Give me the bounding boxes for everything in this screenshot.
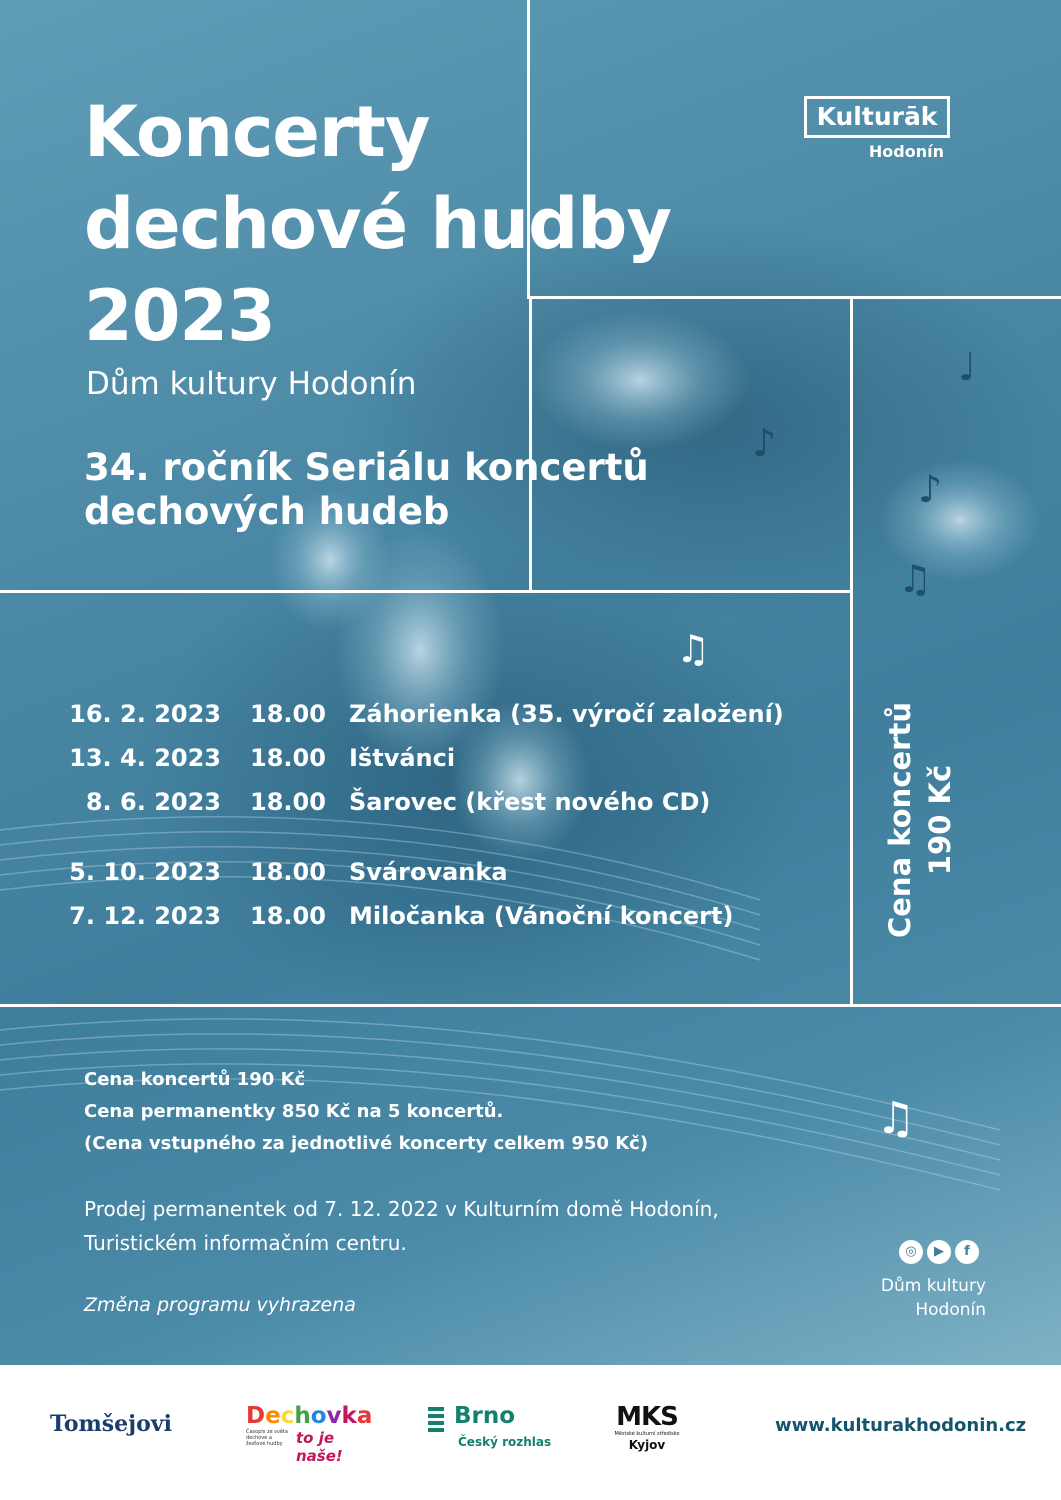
concert-row [0,902,840,942]
sponsor-footer [0,1365,1061,1500]
website-link[interactable]: www.kulturakhodonin.cz [775,1415,1027,1436]
concert-time: 18.00 [250,858,326,886]
facebook-icon[interactable]: f [955,1240,979,1264]
music-note-icon: ♫ [676,627,711,671]
price-line: Cena permanentky 850 Kč na 5 koncertů. [84,1101,504,1122]
instagram-icon[interactable]: ◎ [899,1240,923,1264]
series-subtitle [84,446,649,534]
organizer-line: Hodonín [915,1300,986,1320]
series-line: 34. ročník Seriálu koncertů [84,446,649,489]
divider-line [0,1004,1061,1007]
kulturak-logo [804,96,950,161]
concert-name: Ištvánci [349,744,456,772]
concert-row [0,858,840,898]
concert-time: 18.00 [250,700,326,728]
dechovka-logo [246,1403,376,1465]
dechovka-wordmark: Dechovka [246,1403,373,1429]
divider-line [850,298,853,1006]
concert-date: 7. 12. 2023 [69,902,221,930]
tomsejovi-logo: Tomšejovi [50,1411,172,1437]
concert-date: 5. 10. 2023 [69,858,221,886]
youtube-icon[interactable]: ▶ [927,1240,951,1264]
music-note-icon: ♪ [918,467,943,511]
dechovka-tagline: Časopis ze světa dechové a žesťové hudby [246,1429,288,1447]
rozhlas-bars-icon [428,1407,444,1435]
title-line: Koncerty [84,91,430,173]
rozhlas-label: Český rozhlas [458,1435,552,1449]
concert-name: Záhorienka (35. výročí založení) [349,700,784,728]
concert-row [0,700,840,740]
music-note-icon: ♫ [876,1093,916,1144]
logo-city: Hodonín [868,142,944,161]
sale-line: Turistickém informačním centru. [84,1231,407,1255]
divider-line [0,590,852,593]
organizer-line: Dům kultury [880,1276,986,1296]
logo-name: Kulturāk [804,96,950,138]
price-line: (Cena vstupného za jednotlivé koncerty celkem 950 Kč) [84,1133,649,1154]
change-note: Změna programu vyhrazena [84,1294,356,1316]
concert-time: 18.00 [250,902,326,930]
concert-name: Šarovec (křest nového CD) [349,788,711,816]
venue-text: Dům kultury Hodonín [86,366,417,402]
sale-info [84,1192,719,1260]
mks-city: Kyjov [628,1438,666,1452]
concert-time: 18.00 [250,788,326,816]
mks-kyjov-logo [612,1403,682,1452]
concert-date: 13. 4. 2023 [69,744,221,772]
title-line: dechové hudby [84,183,671,265]
concert-name: Miločanka (Vánoční koncert) [349,902,734,930]
poster-title [84,86,671,362]
dechovka-slogan: to je naše! [296,1429,343,1465]
concert-name: Svárovanka [349,858,508,886]
mks-text: Městské kulturní středisko [614,1431,680,1437]
concert-date: 8. 6. 2023 [85,788,221,816]
concert-date: 16. 2. 2023 [69,700,221,728]
organizer-name [838,1274,986,1322]
concert-time: 18.00 [250,744,326,772]
music-note-icon: ♩ [958,345,976,389]
concert-row [0,744,840,784]
side-price-label [880,700,970,940]
mks-mark: MKS [616,1402,678,1432]
price-line: Cena koncertů 190 Kč [84,1069,306,1090]
concert-row [0,788,840,828]
price-info [84,1064,648,1160]
social-links [899,1240,979,1264]
music-note-icon: ♫ [898,557,933,601]
brno-label: Brno [454,1403,516,1429]
title-line: 2023 [84,275,275,357]
sale-line: Prodej permanentek od 7. 12. 2022 v Kulturním domě Hodonín, [84,1197,719,1221]
side-price-line: Cena koncertů [883,702,917,939]
side-price-line: 190 Kč [923,764,957,876]
series-line: dechových hudeb [84,490,450,533]
music-note-icon: ♪ [752,421,777,465]
